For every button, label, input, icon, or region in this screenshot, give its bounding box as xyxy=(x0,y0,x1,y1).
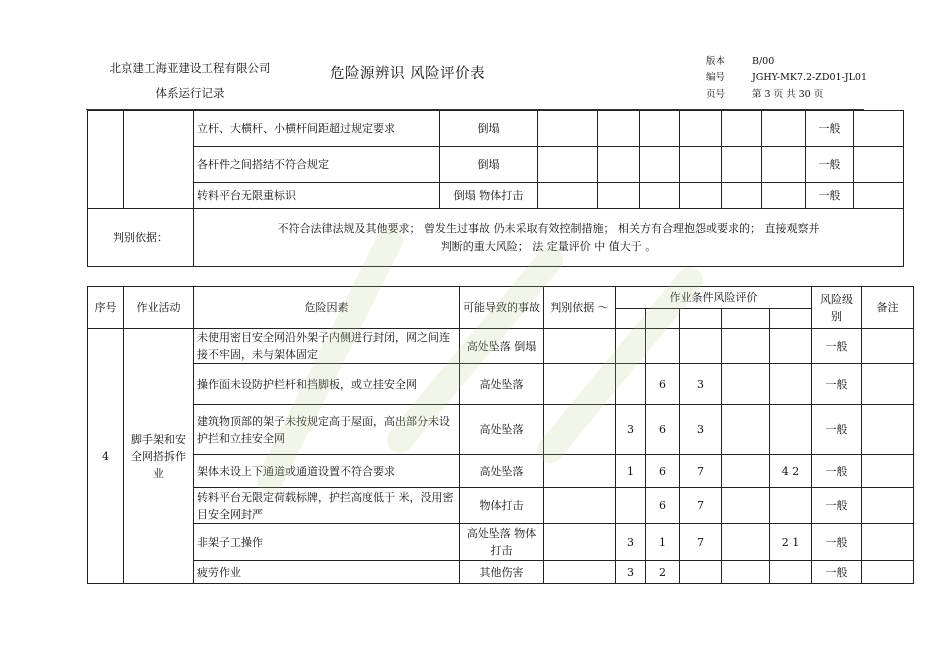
risk-level-cell: 一般 xyxy=(812,329,862,364)
accident-cell: 高处坠落 物体打击 xyxy=(460,524,544,561)
accident-cell: 其他伤害 xyxy=(460,561,544,584)
accident-cell: 倒塌 xyxy=(440,111,538,147)
activity-cell: 脚手架和安全网搭拆作业 xyxy=(124,329,194,584)
record-type: 体系运行记录 xyxy=(155,86,225,100)
risk-level-cell: 一般 xyxy=(812,405,862,455)
meta-version: 版本 B/00 xyxy=(706,56,775,67)
risk-factor-cell: 操作面未设防护栏杆和挡脚板，或立挂安全网 xyxy=(194,364,460,405)
risk-table xyxy=(87,286,914,584)
seq-cell: 4 xyxy=(88,329,124,584)
table-row: 建筑物顶部的架子未按规定高于屋面，高出部分未设护拦和立挂安全网 高处坠落 3 6 3 一般 xyxy=(88,405,914,455)
risk-factor-cell: 非架子工操作 xyxy=(194,524,460,561)
risk-factor-cell: 架体未设上下通道或通道设置不符合要求 xyxy=(194,455,460,488)
accident-cell: 倒塌 物体打击 xyxy=(440,183,538,209)
meta-code: 编号 JGHY-MK7.2-ZD01-JL01 xyxy=(706,72,867,83)
header-row xyxy=(88,287,914,309)
risk-level-cell: 一般 xyxy=(806,111,854,147)
accident-cell: 物体打击 xyxy=(460,488,544,524)
basis-label: 判别依据： xyxy=(88,209,194,267)
col-basis: 判别依据 ～ xyxy=(544,287,616,329)
table-row: 非架子工操作 高处坠落 物体打击 3 1 7 2 1 一般 xyxy=(88,524,914,561)
risk-factor-cell: 建筑物顶部的架子未按规定高于屋面，高出部分未设护拦和立挂安全网 xyxy=(194,405,460,455)
meta-page: 页号 第 3 页 共 30 页 xyxy=(706,89,824,100)
table-row: 架体未设上下通道或通道设置不符合要求 高处坠落 1 6 7 4 2 一般 xyxy=(88,455,914,488)
company-name: 北京建工海亚建设工程有限公司 xyxy=(109,61,271,75)
table-row: 疲劳作业 其他伤害 3 2 一般 xyxy=(88,561,914,584)
risk-level-cell: 一般 xyxy=(812,455,862,488)
table-row: 操作面未设防护栏杆和挡脚板，或立挂安全网 高处坠落 6 3 一般 xyxy=(88,364,914,405)
accident-cell: 倒塌 xyxy=(440,147,538,183)
col-seq: 序号 xyxy=(88,287,124,329)
table-row xyxy=(88,329,914,364)
risk-level-cell: 一般 xyxy=(812,561,862,584)
col-eval: 作业条件风险评价 xyxy=(616,287,812,309)
risk-level-cell: 一般 xyxy=(812,488,862,524)
risk-factor-cell: 疲劳作业 xyxy=(194,561,460,584)
basis-row xyxy=(88,209,904,267)
risk-factor-cell: 转料平台无限重标识 xyxy=(194,183,440,209)
risk-level-cell: 一般 xyxy=(806,183,854,209)
accident-cell: 高处坠落 xyxy=(460,405,544,455)
col-accident: 可能导致的事故 xyxy=(460,287,544,329)
basis-line-1: 不符合法律法规及其他要求； 曾发生过事故 仍未采取有效控制措施； 相关方有合理抱怨或要求的； 直接观察并 xyxy=(277,221,820,235)
table-row xyxy=(88,111,904,147)
col-remark: 备注 xyxy=(862,287,914,329)
table-row: 转料平台无限定荷载标牌，护拦高度低于 米，没用密目安全网封严 物体打击 6 7 一般 xyxy=(88,488,914,524)
col-level: 风险级别 xyxy=(812,287,862,329)
continuation-table xyxy=(87,110,904,267)
accident-cell: 高处坠落 xyxy=(460,455,544,488)
col-factor: 危险因素 xyxy=(194,287,460,329)
accident-cell: 高处坠落 xyxy=(460,364,544,405)
risk-factor-cell: 各杆件之间搭结不符合规定 xyxy=(194,147,440,183)
risk-factor-cell: 转料平台无限定荷载标牌，护拦高度低于 米，没用密目安全网封严 xyxy=(194,488,460,524)
accident-cell: 高处坠落 倒塌 xyxy=(460,329,544,364)
table-row xyxy=(88,183,904,209)
risk-level-cell: 一般 xyxy=(812,524,862,561)
basis-line-2: 判断的重大风险； 法 定量评价 中 值大于 。 xyxy=(440,239,657,253)
risk-factor-cell: 未使用密目安全网沿外架子内侧进行封闭，网之间连接不牢固，未与架体固定 xyxy=(194,329,460,364)
table-row xyxy=(88,147,904,183)
risk-level-cell: 一般 xyxy=(812,364,862,405)
col-activity: 作业活动 xyxy=(124,287,194,329)
risk-level-cell: 一般 xyxy=(806,147,854,183)
risk-factor-cell: 立杆、大横杆、小横杆间距超过规定要求 xyxy=(194,111,440,147)
basis-text xyxy=(194,209,904,267)
page-title: 危险源辨识 风险评价表 xyxy=(330,66,486,82)
